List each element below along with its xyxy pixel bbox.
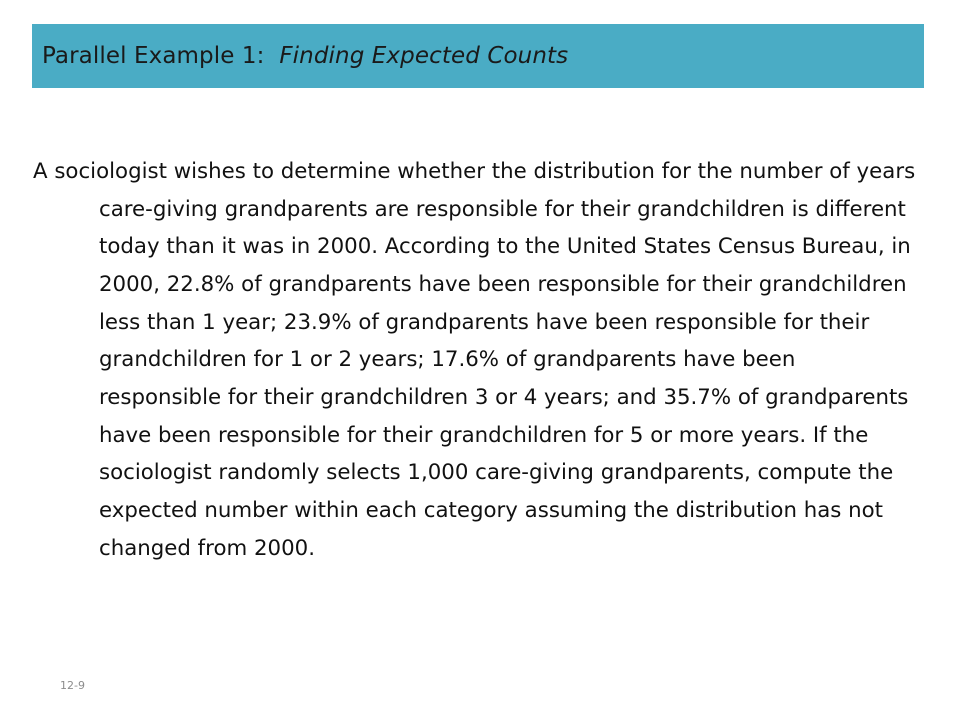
slide-body-text: A sociologist wishes to determine whether the distribution for the number of years care-giving grandparents are responsible for their grandchildren is different today than it was in 2000. According to the United States Census Bureau, in 2000, 22.8% of grandparents have been responsible for their grandchildren less than 1 year; 23.9% of grandparents have been responsible for their grandchildren for 1 or 2 years; 17.6% of grandparents have been responsible for their grandchildren 3 or 4 years; and 35.7% of grandparents have been responsible for their grandchildren for 5 or more years. If the sociologist randomly selects 1,000 care-giving grandparents, compute the expected number within each category assuming the distribution has not changed from 2000.: [33, 159, 916, 561]
slide-title: [42, 43, 568, 69]
slide-number: 12-9: [60, 679, 85, 692]
slide-title-italic: Finding Expected Counts: [279, 43, 569, 69]
slide-title-bar: [32, 24, 924, 88]
slide-title-prefix: Parallel Example 1:: [42, 43, 265, 69]
